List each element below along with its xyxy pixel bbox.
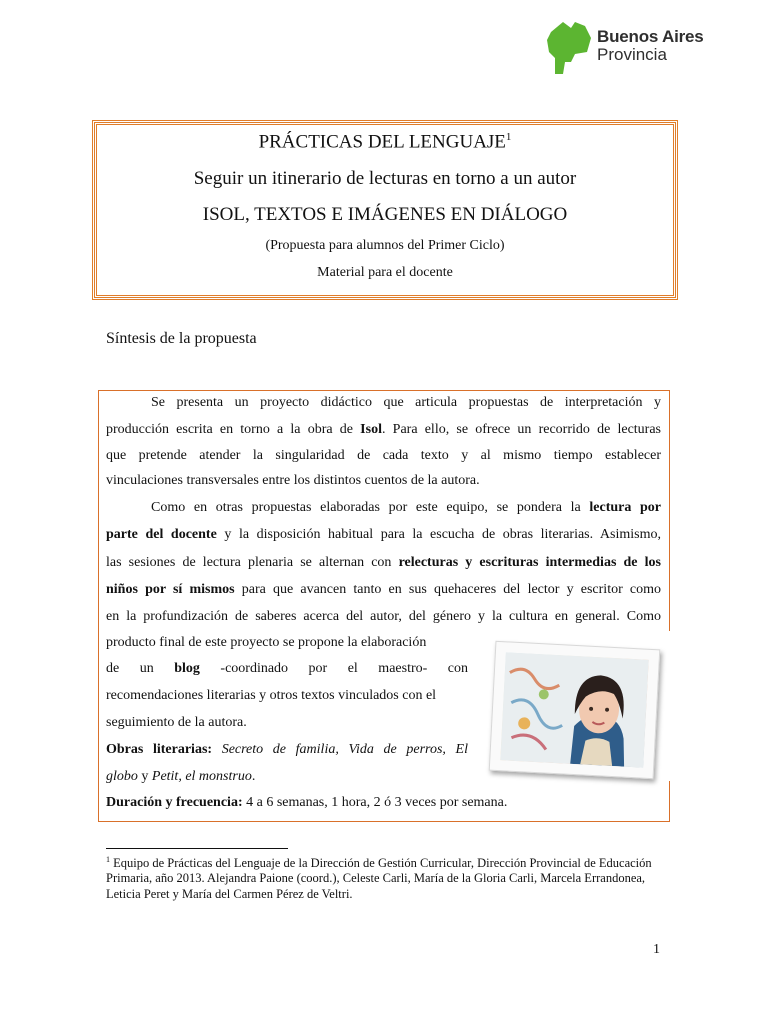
synopsis-line: vinculaciones transversales entre los distintos cuentos de la autora. [106,473,480,488]
province-map-icon [545,18,593,76]
audience-note: (Propuesta para alumnos del Primer Ciclo) [265,238,505,253]
works-line: Obras literarias: Secreto de familia, Vida de perros, El [106,742,468,757]
synopsis-line: recomendaciones literarias y otros textos vinculados con el [106,688,437,703]
synopsis-line: parte del docente y la disposición habitual para la escucha de obras literarias. Asimismo, [106,527,661,542]
synopsis-line: producción escrita en torno a la obra de Isol. Para ello, se ofrece un recorrido de lecturas [106,422,661,437]
footnote-line: Primaria, año 2013. Alejandra Paione (coord.), Celeste Carli, María de la Gloria Carli, Marcela Errandonea, [106,871,646,885]
document-title: PRÁCTICAS DEL LENGUAJE$^1$ [258,131,512,153]
logo-line-2: Provincia [597,45,667,64]
document-subtitle: Seguir un itinerario de lecturas en torno a un autor [193,168,577,189]
synopsis-line: niños por sí mismos para que avancen tanto en sus quehaceres del lector y escritor como [106,582,662,597]
synopsis-line: Se presenta un proyecto didáctico que articula propuestas de interpretación y [151,395,661,410]
synopsis-line: las sesiones de lectura plenaria se alternan con relecturas y escrituras intermedias de los [106,555,661,570]
footnote-line: Leticia Peret y María del Carmen Pérez de Veltri. [106,887,353,901]
material-note: Material para el docente [317,265,453,280]
synopsis-line: de un blog -coordinado por el maestro- con [106,661,468,676]
synopsis-line: producto final de este proyecto se propone la elaboración [106,635,427,650]
logo-line-1: Buenos Aires [597,27,704,46]
footnote-mark: 1 [106,855,110,864]
duration-line: Duración y frecuencia: 4 a 6 semanas, 1 hora, 2 ó 3 veces por semana. [106,795,508,810]
footnote-line: $^1$ Equipo de Prácticas del Lenguaje de la Dirección de Gestión Curricular, Dirección Provincial de Educación [106,855,652,871]
author-photo [489,641,661,779]
title-box [94,122,676,298]
page-number: 1 [653,942,660,957]
author-portrait-image [500,652,648,767]
works-line: globo y Petit, el monstruo. [106,769,256,784]
document-theme: ISOL, TEXTOS E IMÁGENES EN DIÁLOGO [202,204,568,225]
synopsis-line: que pretende atender la singularidad de cada texto y al mismo tiempo establecer [106,448,661,463]
section-heading: Síntesis de la propuesta [106,330,257,347]
synopsis-line: seguimiento de la autora. [106,715,247,730]
synopsis-line: Como en otras propuestas elaboradas por este equipo, se pondera la lectura por [151,500,661,515]
synopsis-line: en la profundización de saberes acerca del autor, del género y la cultura en general. Como [106,609,661,624]
buenos-aires-logo [545,18,715,76]
footnote-ref: 1 [505,131,512,143]
footnote-rule [106,848,288,849]
